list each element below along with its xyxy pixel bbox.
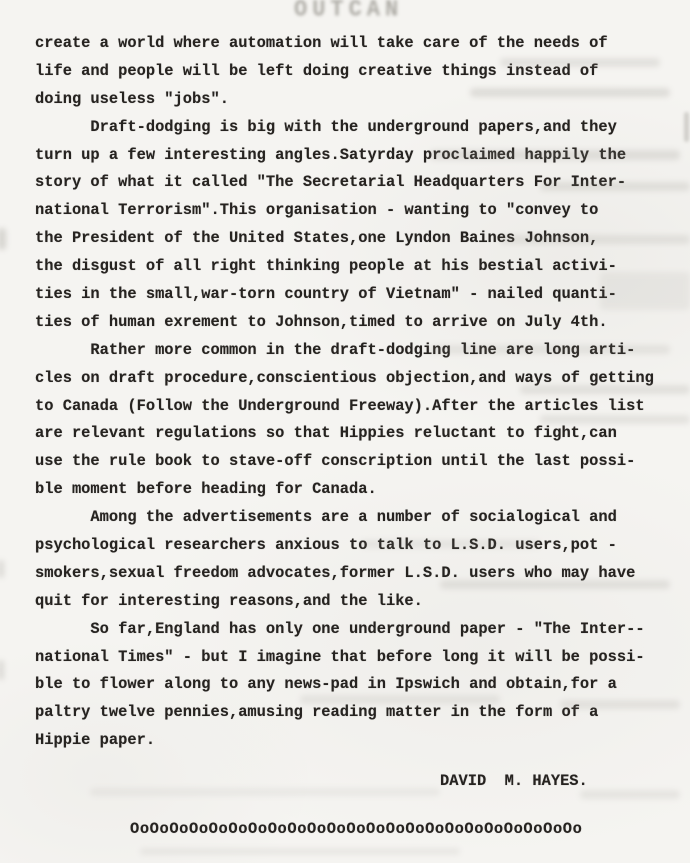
text-line: Hippie paper. [35,731,156,750]
text-line: paltry twelve pennies,amusing reading matter in the form of a [35,703,599,722]
ghost-header-bleed-through: OUTCAN [294,0,404,23]
bleed-through-smudge [140,848,460,855]
text-line: turn up a few interesting angles.Satyrday proclaimed happily the [35,145,627,164]
text-line: quit for interesting reasons,and the like. [35,591,423,610]
text-line: cles on draft procedure,conscientious objection,and ways of getting [35,368,654,387]
text-line: Rather more common in the draft-dodging line are long arti- [35,340,636,359]
text-line: life and people will be left doing creative things instead of [35,61,599,80]
text-line: are relevant regulations so that Hippies reluctant to fight,can [35,424,617,443]
typewritten-body [35,30,654,755]
text-line: ties of human exrement to Johnson,timed to arrive on July 4th. [35,312,608,331]
text-line: doing useless "jobs". [35,89,229,108]
edge-mark-smudge [0,660,4,680]
text-line: use the rule book to stave-off conscription until the last possi- [35,452,636,471]
text-line: national Times" - but I imagine that before long it will be possi- [35,647,645,666]
text-line: ties in the small,war-torn country of Vietnam" - nailed quanti- [35,285,617,304]
edge-mark-smudge [684,112,689,142]
text-line: So far,England has only one underground paper - "The Inter-- [35,619,645,638]
text-line: ble to flower along to any news-pad in Ipswich and obtain,for a [35,675,617,694]
text-line: create a world where automation will take care of the needs of [35,34,608,52]
text-line: the President of the United States,one Lyndon Baines Johnson, [35,229,599,248]
text-line: psychological researchers anxious to talk to L.S.D. users,pot - [35,536,617,555]
bleed-through-smudge [90,788,440,796]
text-line: ble moment before heading for Canada. [35,480,377,499]
bleed-through-smudge [580,790,680,799]
text-line: story of what it called "The Secretarial Headquarters For Inter- [35,173,627,192]
text-line: smokers,sexual freedom advocates,former L.S.D. users who may have [35,563,636,582]
text-line: national Terrorism".This organisation - wanting to "convey to [35,201,599,220]
text-line: Draft-dodging is big with the underground papers,and they [35,117,617,136]
text-line: the disgust of all right thinking people at his bestial activi- [35,257,617,276]
text-line: to Canada (Follow the Underground Freeway).After the articles list [35,396,645,415]
edge-mark-smudge [0,228,6,250]
text-line: Among the advertisements are a number of socialogical and [35,508,617,527]
author-signature: DAVID M. HAYES. [440,772,588,790]
oo-divider: OoOoOoOoOoOoOoOoOoOoOoOoOoOoOoOoOoOoOoOoOoOoOo [130,820,583,838]
edge-mark-smudge [0,560,4,578]
